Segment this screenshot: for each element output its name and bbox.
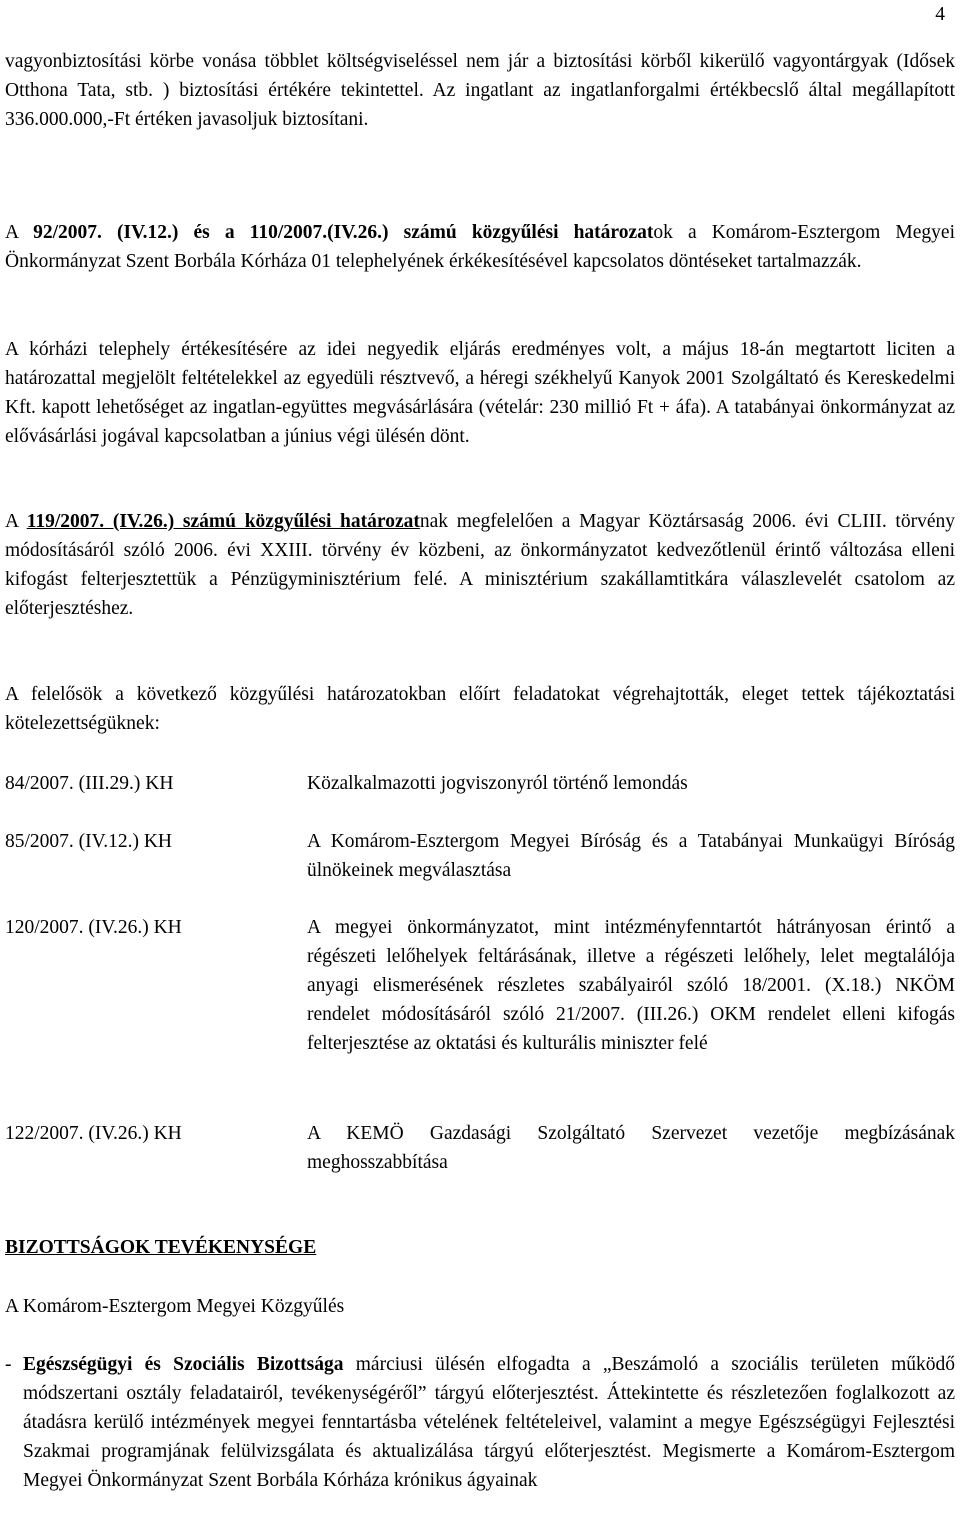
text-suffix: ok a Komárom-Esztergom Megyei Önkormányzat Szent Borbála Kórháza 01 telephelyének érkékesítésével kapcsolatos döntéseket tartalmazzák. xyxy=(5,222,955,272)
resolution-description: A Komárom-Esztergom Megyei Bíróság és a Tatabányai Munkaügyi Bíróság ülnökeinek megválasztása xyxy=(307,831,955,881)
paragraph-text: A kórházi telephely értékesítésére az idei negyedik eljárás eredményes volt, a május 18-án megtartott liciten a határozattal megjelölt feltételekkel az egyedüli résztvevő, a héregi székhelyű Kanyok 2001 Szolgáltató és Kereskedelmi Kft. kapott lehetőséget az ingatlan-együttes megvásárlására (vételár: 230 millió Ft + áfa). A tatabányai önkormányzat az elővásárlási jogával kapcsolatban a június végi ülésén dönt. xyxy=(5,339,955,447)
resolution-reference: 119/2007. (IV.26.) számú közgyűlési határozat xyxy=(26,511,420,532)
page-number: 4 xyxy=(935,4,945,25)
subheading xyxy=(5,1292,955,1321)
committee-name: Egészségügyi és Szociális Bizottsága xyxy=(23,1354,344,1375)
paragraph-resolution-119 xyxy=(5,507,955,623)
subheading-text: A Komárom-Esztergom Megyei Közgyűlés xyxy=(5,1296,345,1317)
paragraph-text xyxy=(5,218,955,276)
paragraph-resolutions-92-110 xyxy=(5,218,955,276)
resolution-code: 84/2007. (III.29.) KH xyxy=(5,773,174,794)
section-heading-text: BIZOTTSÁGOK TEVÉKENYSÉGE xyxy=(5,1237,317,1258)
paragraph-responsibles xyxy=(5,680,955,738)
resolution-code: 120/2007. (IV.26.) KH xyxy=(5,917,182,938)
text-prefix: A xyxy=(5,511,27,532)
paragraph-text: A felelősök a következő közgyűlési határozatokban előírt feladatokat végrehajtották, eleget tettek tájékoztatási kötelezettségüknek: xyxy=(5,684,955,734)
resolution-description: Közalkalmazotti jogviszonyról történő lemondás xyxy=(307,773,688,794)
section-heading xyxy=(5,1233,955,1262)
text-prefix: A xyxy=(5,222,34,243)
resolution-description: A megyei önkormányzatot, mint intézményfenntartót hátrányosan érintő a régészeti lelőhelyek feltárásának, illetve a régészeti lelőhely, lelet megtalálója anyagi elismerésének részletes szabályairól szóló 18/2001. (X.18.) NKÖM rendelet módosításáról szóló 21/2007. (III.26.) OKM rendelet elleni kifogás felterjesztése az oktatási és kulturális miniszter felé xyxy=(307,917,955,1054)
committee-item-text xyxy=(23,1350,955,1495)
text-suffix: nak megfelelően a Magyar Köztársaság 2006. évi CLIII. törvény módosításáról szóló 2006. évi XXIII. törvény év közbeni, az önkormányzatot kedvezőtlenül érintő változása elleni kifogást felterjesztettük a Pénzügyminisztérium felé. A minisztérium szakállamtitkára válaszlevelét csatolom az előterjesztéshez. xyxy=(5,511,955,619)
paragraph-hospital-sale xyxy=(5,335,955,451)
resolution-code: 122/2007. (IV.26.) KH xyxy=(5,1123,182,1144)
resolution-reference: 92/2007. (IV.12.) és a 110/2007.(IV.26.) számú közgyűlési határozat xyxy=(33,222,654,243)
resolution-code: 85/2007. (IV.12.) KH xyxy=(5,831,173,852)
paragraph-insurance xyxy=(5,47,955,134)
list-dash: - xyxy=(5,1354,12,1375)
committee-list-item xyxy=(5,1350,955,1495)
resolution-description: A KEMÖ Gazdasági Szolgáltató Szervezet vezetője megbízásának meghosszabbítása xyxy=(307,1123,955,1173)
committee-description: márciusi ülésén elfogadta a „Beszámoló a szociális területen működő módszertani osztály feladatairól, tevékenységéről” tárgyú előterjesztést. Áttekintette és részletezően foglalkozott az átadásra kerülő intézmények megyei fenntartásba vételének feltételeivel, valamint a megye Egészségügyi Fejlesztési Szakmai programjának felülvizsgálata és aktualizálása tárgyú előterjesztést. Megismerte a Komárom-Esztergom Megyei Önkormányzat Szent Borbála Kórháza krónikus ágyainak xyxy=(23,1354,955,1491)
paragraph-text: vagyonbiztosítási körbe vonása többlet költségviseléssel nem jár a biztosítási körből kikerülő vagyontárgyak (Idősek Otthona Tata, stb. ) biztosítási értékére tekintettel. Az ingatlant az ingatlanforgalmi értékbecslő által megállapított 336.000.000,-Ft értéken javasoljuk biztosítani. xyxy=(5,51,955,130)
paragraph-text xyxy=(5,507,955,623)
